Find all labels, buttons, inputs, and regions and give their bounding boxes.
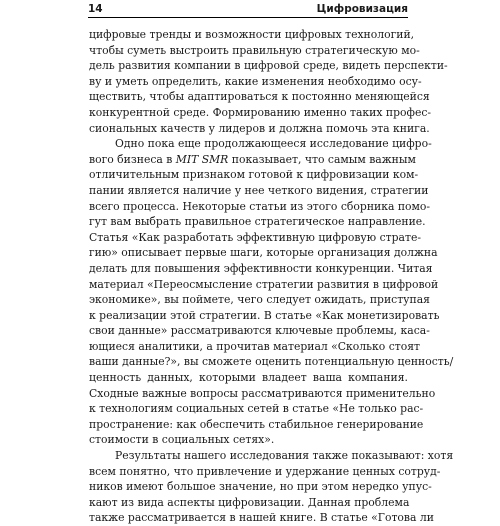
text-line: ваши данные?», вы сможете оценить потенциальную ценность/ xyxy=(89,355,454,369)
text-line: также рассматривается в нашей книге. В статье «Готова ли xyxy=(89,511,434,525)
text-line: Статья «Как разработать эффективную цифровую страте- xyxy=(89,230,421,244)
text-line: кают из вида аспекты цифровизации. Данная проблема xyxy=(89,495,410,509)
text-line: ющиеся аналитики, а прочитав материал «Сколько стоят xyxy=(89,339,421,353)
text-line: ценность данных, которыми владеет ваша компания. xyxy=(89,371,408,385)
text-line: гию» описывает первые шаги, которые организация должна xyxy=(89,246,438,260)
text-line: ществить, чтобы адаптироваться к постоянно меняющейся xyxy=(89,90,430,104)
page-number: 14 xyxy=(88,3,103,15)
text-line: Сходные важные вопросы рассматриваются применительно xyxy=(89,386,436,400)
text-line: гут вам выбрать правильное стратегическое направление. xyxy=(89,215,426,229)
text-fragment: показывает, что самым важным xyxy=(228,152,416,166)
running-title: Цифровизация xyxy=(316,3,408,15)
text-line: к реализации этой стратегии. В статье «Как монетизировать xyxy=(89,308,440,322)
text-line: делать для повышения эффективности конкуренции. Читая xyxy=(89,261,433,275)
text-line: экономике», вы поймете, чего следует ожидать, приступая xyxy=(89,293,430,307)
text-line: пространение: как обеспечить стабильное генерирование xyxy=(89,417,424,431)
text-line-with-italic xyxy=(89,152,416,168)
text-line: дель развития компании в цифровой среде, видеть перспекти- xyxy=(89,59,448,73)
text-line: Одно пока еще продолжающееся исследование цифро- xyxy=(115,137,432,151)
text-line: всем понятно, что привлечение и удержание ценных сотруд- xyxy=(89,464,441,478)
text-line: свои данные» рассматриваются ключевые проблемы, каса- xyxy=(89,324,430,338)
text-line: конкурентной среде. Формированию именно таких профес- xyxy=(89,105,432,119)
text-line: к технологиям социальных сетей в статье «Не только рас- xyxy=(89,402,424,416)
running-header xyxy=(88,3,408,18)
text-line: ников имеют большое значение, но при этом нередко упус- xyxy=(89,480,432,494)
text-line: материал «Переосмысление стратегии развития в цифровой xyxy=(89,277,439,291)
text-line: чтобы суметь выстроить правильную стратегическую мо- xyxy=(89,43,420,57)
text-line: стоимости в социальных сетях». xyxy=(89,433,275,447)
text-line: всего процесса. Некоторые статьи из этого сборника помо- xyxy=(89,199,431,213)
text-line: пании является наличие у нее четкого видения, стратегии xyxy=(89,183,429,197)
italic-journal-name: MIT SMR xyxy=(175,152,229,166)
text-fragment: вого бизнеса в xyxy=(89,152,173,166)
text-line: сиональных качеств у лидеров и должна помочь эта книга. xyxy=(89,121,430,135)
text-line: Результаты нашего исследования также показывают: хотя xyxy=(115,449,454,463)
body-text xyxy=(89,27,454,526)
text-line: цифровые тренды и возможности цифровых технологий, xyxy=(89,28,415,41)
text-line: ву и уметь определить, какие изменения необходимо осу- xyxy=(89,74,422,88)
text-line: отличительным признаком готовой к цифровизации ком- xyxy=(89,168,419,182)
